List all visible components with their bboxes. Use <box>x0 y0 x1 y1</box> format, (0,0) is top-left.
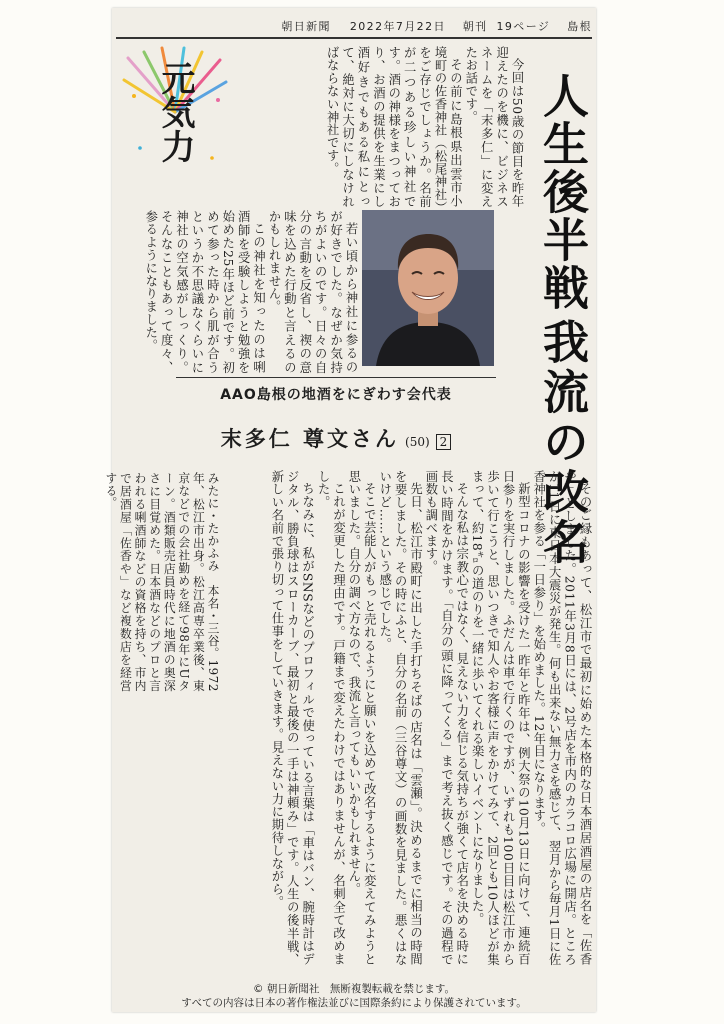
paragraph: そんな私は宗教心ではなく、見えない力を信じる気持ちが強くて店名を決める時に長い時間をかけます。「自分の頭に降ってくる」まで考え抜く感じです。その過程で画数も調べます。 <box>423 470 469 966</box>
paragraph: 若い頃から神社に参るのが好きでした。なぜか気持ちがよいのです。日々の自分の言動を反省し、禊の意味を込めた行動と言えるのかもしれません。 <box>266 210 358 374</box>
portrait-photo <box>362 210 494 366</box>
publish-date: 2022年7月22日 <box>349 20 446 33</box>
region: 島根 <box>567 20 592 33</box>
paragraph: 先日、松江市殿町に出した手打ちそばの店名は「雲瀬」。決めるまでに相当の時間を要しました。その時にふと、自分の名前（三谷尊文）の画数を見ました。悪くはないけど……という感じでした。 <box>377 470 423 966</box>
article-block-2 <box>126 210 358 374</box>
copyright-line-1: © 朝日新聞社 無断複製転載を禁じます。 <box>253 983 455 995</box>
person-name-line <box>176 423 496 453</box>
episode-number: 2 <box>436 434 452 450</box>
paragraph: この神社を知ったのは唎酒師を受験しようと勉強を始めた25年ほど前です。初めて参った時から肌が合うというか不思議なくらいに神社の空気感がしっくり。そんなこともあって度々、参るようになりました。 <box>143 210 266 374</box>
series-logo <box>122 48 228 194</box>
copyright-footer <box>116 982 592 1010</box>
person-name: 末多仁 尊文さん <box>220 426 400 451</box>
edition: 朝刊 <box>462 20 488 33</box>
person-title: AAO島根の地酒をにぎわす会代表 <box>220 387 452 403</box>
header-rule <box>116 37 592 39</box>
paragraph: ちなみに、私がSNSなどのプロフィルで使っている言葉は「車はバン、腕時計はデジタル、勝負球はスローカーブ、最初と最後の一手は神頼み」です。人生の後半戦、新しい名前で張り切って仕事をしていきます。見えない力に期待しながら。 <box>269 470 315 966</box>
series-logo-title: 元気力 <box>155 61 195 163</box>
portrait-illustration <box>362 210 494 366</box>
person-age: (50) <box>405 435 430 449</box>
paragraph: 新型コロナの影響を受けた一昨年と昨年は、例大祭の10月13日に向けて、連続百日参りを実行しました。ふだんは車で行くのですが、いずれも100日目は松江市から歩いて行こうと、思いつきで知人やお客様に声をかけてみて、2回とも10人ほどが集まって、約18㌔の道のりを一緒に歩いてくれる楽しいイベントになりました。 <box>470 470 531 966</box>
headline-secondary: 我流の改名 <box>536 318 590 568</box>
newspaper-name: 朝日新聞 <box>281 20 331 33</box>
headline-primary: 人生後半戦 <box>536 72 590 312</box>
article-block-3 <box>222 470 592 966</box>
article-block-1 <box>234 46 524 208</box>
paragraph: その前に島根県出雲市小境町の佐香神社（松尾神社）をご存じでしょうか。名前が二つある珍しい神社です。酒の神様をまつっており、お酒の提供を生業にし酒好きでもある私にとって、絶対に大切にしなければならない神社です。 <box>325 46 463 208</box>
profile-text: みたに・たかふみ 本名・三谷。1972年、松江市出身。松江高専卒業後、東京などでの会社勤めを経て98年にUターン。酒類販売店員時代に地酒の奥深さに目覚めた。日本酒などのプロと言われる唎酒師などの資格を持ち、市内で居酒屋「佐香や」など複数店を経営する。 <box>103 472 220 692</box>
page-number: 19ページ <box>496 20 551 33</box>
paragraph: そのご縁もあって、松江市で最初に始めた本格的な日本酒居酒屋の店名を「佐香や」としました。2011年3月8日には、2号店を市内のカラコロ広場に開店。ところが11日に東日本大震災が発生。何も出来ない無力さを感じて、翌月から毎月1日に佐香神社を参る「一日参り」を始めました。12年目になります。 <box>531 470 592 966</box>
page-header <box>232 18 592 34</box>
paragraph: そこで芸能人がもっと売れるようにと願いを込めて改名するように変えてみようと思いました。自分の調べ方なので、我流と言ってもいいかもしれません。 <box>346 470 377 966</box>
profile-block <box>103 472 220 692</box>
paragraph: これが変更した理由です。戸籍まで変えたわけではありませんが、名刺全て改めました。 <box>316 470 346 966</box>
title-rule-top <box>176 377 496 378</box>
paragraph: 今回は50歳の節目を昨年迎えたのを機に、ビジネスネームを「末多仁」に変えたお話です。 <box>463 46 524 208</box>
copyright-line-2: すべての内容は日本の著作権法並びに国際条約により保護されています。 <box>181 997 527 1009</box>
